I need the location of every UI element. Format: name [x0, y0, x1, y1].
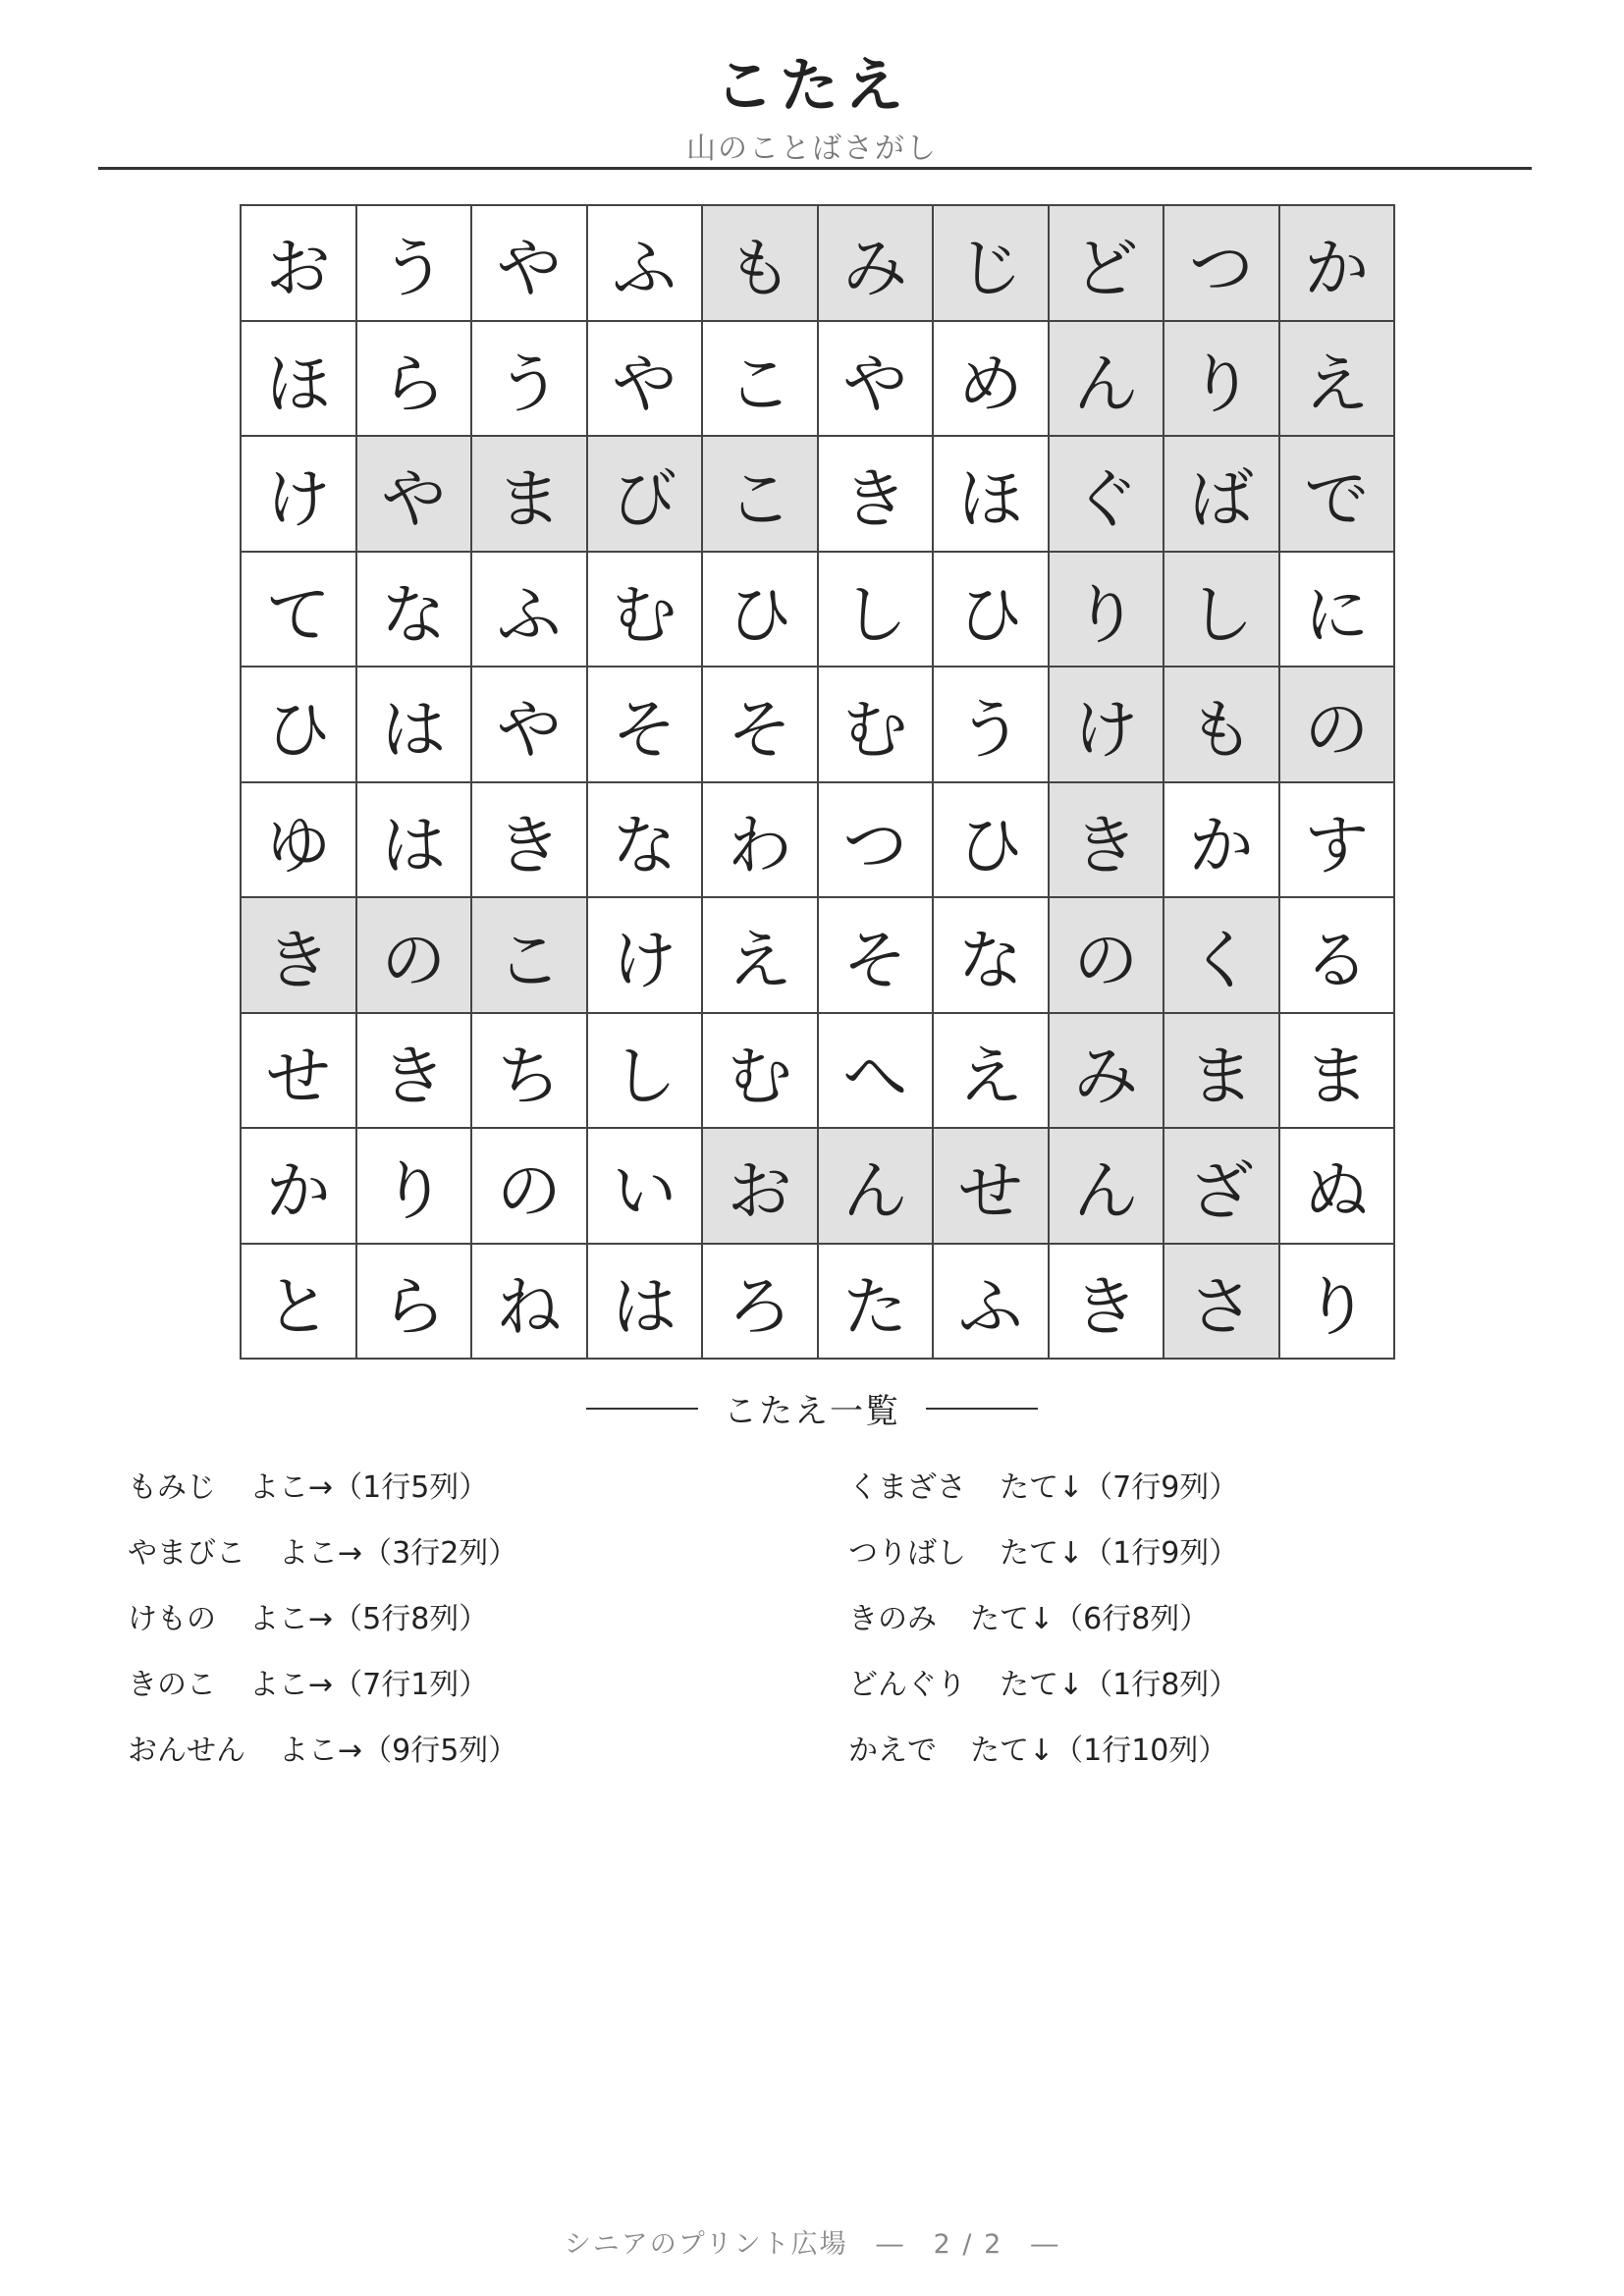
grid-cell: お — [242, 206, 357, 322]
grid-cell: そ — [588, 667, 704, 783]
grid-cell: ひ — [934, 783, 1050, 899]
grid-cell: す — [1280, 783, 1396, 899]
grid-cell: ひ — [242, 667, 357, 783]
grid-cell: の — [1050, 898, 1165, 1014]
answer-item — [848, 1528, 1238, 1594]
grid-cell: ま — [1280, 1014, 1396, 1130]
grid-cell: ろ — [703, 1245, 819, 1361]
grid-cell: や — [357, 437, 473, 553]
grid-cell: ん — [1050, 322, 1165, 438]
grid-cell: ほ — [242, 322, 357, 438]
grid-cell: ふ — [588, 206, 704, 322]
grid-cell: き — [472, 783, 588, 899]
grid-cell: び — [588, 437, 704, 553]
grid-cell: え — [934, 1014, 1050, 1130]
grid-cell: は — [588, 1245, 704, 1361]
grid-cell: ほ — [934, 437, 1050, 553]
grid-cell: き — [242, 898, 357, 1014]
grid-cell: え — [703, 898, 819, 1014]
grid-cell: ど — [1050, 206, 1165, 322]
grid-cell: そ — [819, 898, 935, 1014]
grid-cell: も — [1164, 667, 1280, 783]
grid-cell: は — [357, 783, 473, 899]
answer-position: よこ→（7行1列） — [249, 1668, 489, 1702]
grid-cell: め — [934, 322, 1050, 438]
grid-cell: つ — [819, 783, 935, 899]
grid-cell: ふ — [472, 553, 588, 668]
grid-cell: ぬ — [1280, 1129, 1396, 1245]
answer-word: もみじ — [128, 1470, 216, 1505]
grid-cell: は — [357, 667, 473, 783]
answer-word: くまざさ — [848, 1470, 966, 1505]
page-subtitle: 山のことばさがし — [686, 132, 938, 166]
grid-cell: さ — [1164, 1245, 1280, 1361]
grid-cell: て — [242, 553, 357, 668]
grid-cell: む — [703, 1014, 819, 1130]
grid-cell: ん — [1050, 1129, 1165, 1245]
answer-word: やまびこ — [128, 1536, 245, 1571]
answer-position: たて↓（6行8列） — [970, 1602, 1210, 1636]
grid-cell: り — [1050, 553, 1165, 668]
grid-cell: じ — [934, 206, 1050, 322]
answer-word: きのこ — [128, 1668, 216, 1702]
grid-cell: り — [1280, 1245, 1396, 1361]
grid-cell: ち — [472, 1014, 588, 1130]
answers-list-left — [128, 1463, 517, 1791]
answer-word: おんせん — [128, 1734, 245, 1768]
grid-cell: わ — [703, 783, 819, 899]
grid-cell: ざ — [1164, 1129, 1280, 1245]
grid-cell: ら — [357, 322, 473, 438]
grid-cell: ゆ — [242, 783, 357, 899]
grid-cell: り — [357, 1129, 473, 1245]
grid-cell: で — [1280, 437, 1396, 553]
answer-item — [848, 1660, 1238, 1726]
grid-cell: か — [242, 1129, 357, 1245]
grid-cell: ひ — [703, 553, 819, 668]
grid-cell: き — [1050, 1245, 1165, 1361]
answer-item — [128, 1726, 517, 1791]
grid-cell: の — [357, 898, 473, 1014]
grid-cell: き — [1050, 783, 1165, 899]
answer-item — [848, 1726, 1238, 1791]
answer-position: たて↓（1行9列） — [1000, 1536, 1239, 1571]
answer-position: たて↓（1行10列） — [970, 1734, 1228, 1768]
grid-cell: こ — [703, 322, 819, 438]
grid-cell: た — [819, 1245, 935, 1361]
answer-word: かえで — [848, 1734, 937, 1768]
grid-cell: へ — [819, 1014, 935, 1130]
grid-cell: に — [1280, 553, 1396, 668]
grid-cell: ば — [1164, 437, 1280, 553]
grid-cell: せ — [242, 1014, 357, 1130]
grid-cell: る — [1280, 898, 1396, 1014]
grid-cell: み — [1050, 1014, 1165, 1130]
grid-cell: こ — [472, 898, 588, 1014]
grid-cell: と — [242, 1245, 357, 1361]
answer-position: よこ→（9行5列） — [279, 1734, 518, 1768]
grid-cell: ん — [819, 1129, 935, 1245]
answer-item — [128, 1528, 517, 1594]
answer-position: たて↓（1行8列） — [1000, 1668, 1239, 1702]
answer-item — [128, 1463, 517, 1528]
grid-cell: の — [1280, 667, 1396, 783]
grid-cell: む — [588, 553, 704, 668]
grid-cell: か — [1164, 783, 1280, 899]
grid-cell: ひ — [934, 553, 1050, 668]
grid-cell: や — [819, 322, 935, 438]
grid-cell: け — [242, 437, 357, 553]
answer-word: つりばし — [848, 1536, 966, 1571]
grid-cell: な — [588, 783, 704, 899]
grid-cell: ぐ — [1050, 437, 1165, 553]
answer-position: たて↓（7行9列） — [1000, 1470, 1239, 1505]
answer-word: きのみ — [848, 1602, 937, 1636]
grid-cell: な — [934, 898, 1050, 1014]
grid-cell: ま — [472, 437, 588, 553]
grid-cell: こ — [703, 437, 819, 553]
grid-cell: み — [819, 206, 935, 322]
grid-cell: う — [357, 206, 473, 322]
page-title: こたえ — [715, 52, 909, 121]
grid-cell: ふ — [934, 1245, 1050, 1361]
grid-cell: ね — [472, 1245, 588, 1361]
grid-cell: せ — [934, 1129, 1050, 1245]
answer-position: よこ→（1行5列） — [249, 1470, 489, 1505]
grid-cell: し — [1164, 553, 1280, 668]
grid-cell: け — [1050, 667, 1165, 783]
grid-cell: う — [934, 667, 1050, 783]
answer-item — [848, 1594, 1238, 1660]
grid-cell: え — [1280, 322, 1396, 438]
grid-cell: ら — [357, 1245, 473, 1361]
answer-position: よこ→（5行8列） — [249, 1602, 489, 1636]
heading-rule-right — [926, 1408, 1038, 1410]
grid-cell: む — [819, 667, 935, 783]
answer-item — [128, 1594, 517, 1660]
grid-cell: つ — [1164, 206, 1280, 322]
page-footer: シニアのプリント広場 ― 2 / 2 ― — [564, 2229, 1060, 2260]
grid-cell: き — [357, 1014, 473, 1130]
answer-item — [128, 1660, 517, 1726]
answer-word: どんぐり — [848, 1668, 966, 1702]
grid-cell: ま — [1164, 1014, 1280, 1130]
grid-cell: り — [1164, 322, 1280, 438]
answers-list-right — [848, 1463, 1238, 1791]
grid-cell: や — [472, 667, 588, 783]
grid-cell: そ — [703, 667, 819, 783]
grid-cell: く — [1164, 898, 1280, 1014]
title-divider — [98, 167, 1532, 170]
grid-cell: か — [1280, 206, 1396, 322]
grid-cell: も — [703, 206, 819, 322]
grid-cell: な — [357, 553, 473, 668]
grid-cell: の — [472, 1129, 588, 1245]
answers-heading — [0, 1384, 1624, 1432]
grid-cell: け — [588, 898, 704, 1014]
answers-heading-label: こたえ一覧 — [724, 1392, 900, 1431]
grid-cell: う — [472, 322, 588, 438]
grid-cell: い — [588, 1129, 704, 1245]
answer-item — [848, 1463, 1238, 1528]
heading-rule-left — [586, 1408, 698, 1410]
grid-cell: お — [703, 1129, 819, 1245]
answer-word: けもの — [128, 1602, 216, 1636]
grid-cell: し — [588, 1014, 704, 1130]
grid-cell: き — [819, 437, 935, 553]
grid-cell: し — [819, 553, 935, 668]
grid-cell: や — [588, 322, 704, 438]
answer-position: よこ→（3行2列） — [279, 1536, 518, 1571]
word-search-grid — [240, 204, 1395, 1360]
grid-cell: や — [472, 206, 588, 322]
